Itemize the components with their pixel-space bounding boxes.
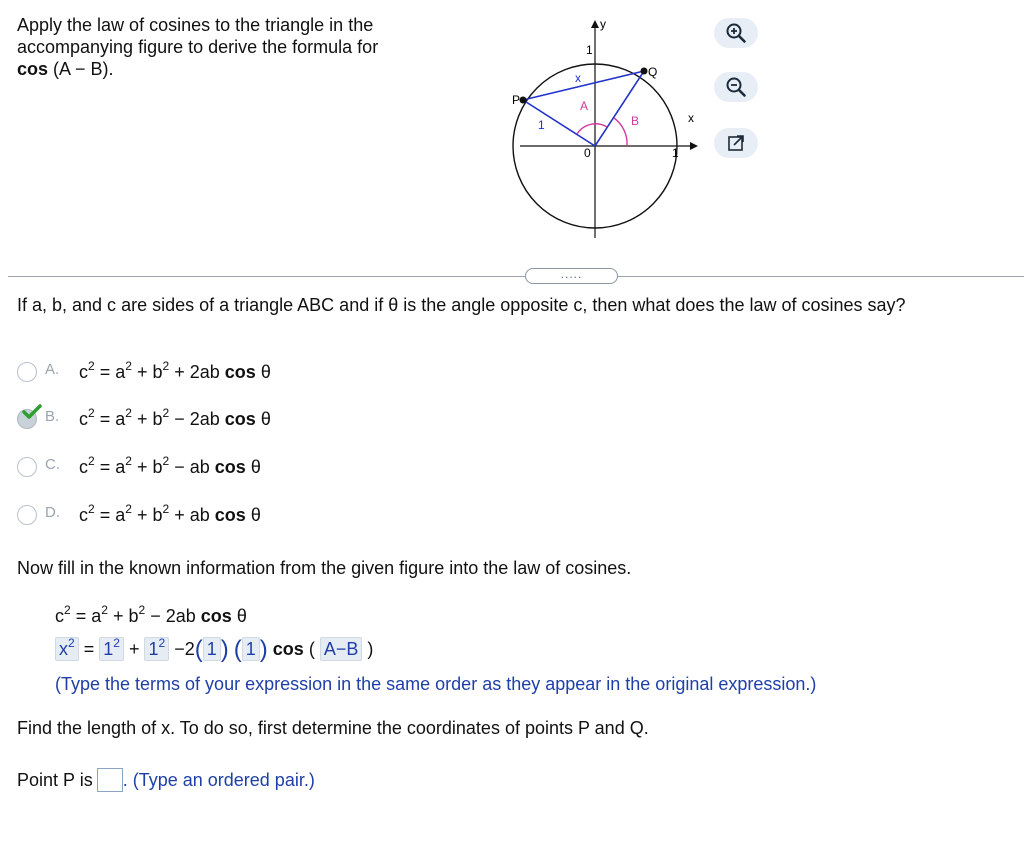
- section-divider: [8, 276, 1024, 277]
- point-p: [520, 97, 527, 104]
- choice-c[interactable]: [17, 452, 261, 482]
- point-q-label: Q: [648, 65, 658, 79]
- x-axis-arrow: [690, 142, 698, 150]
- chord-pq: [523, 71, 644, 100]
- problem-cos: cos: [17, 59, 49, 79]
- y-tick-label: 1: [586, 43, 593, 57]
- zoom-out-button[interactable]: [714, 72, 758, 102]
- figure-svg: [500, 16, 710, 241]
- problem-lead: Apply the law of cosines to the triangle in the accompanying figure to derive the formula for: [17, 15, 379, 57]
- radio-button[interactable]: [17, 457, 37, 477]
- angle-a-label: A: [580, 99, 589, 113]
- popout-icon: [726, 133, 746, 153]
- point-q: [641, 68, 648, 75]
- question-text: If a, b, and c are sides of a triangle ABC and if θ is the angle opposite c, then what does the law of cosines say?: [17, 295, 906, 315]
- point-p-label: P: [512, 93, 521, 107]
- radio-button[interactable]: [17, 362, 37, 382]
- answer-x-box[interactable]: $x^2$: [55, 637, 79, 661]
- origin-label: 0: [584, 146, 591, 160]
- zoom-in-button[interactable]: [714, 18, 758, 48]
- x-axis-label: x: [688, 111, 694, 125]
- angle-a-arc: [577, 124, 607, 134]
- choice-formula: $c^2 = a^2 + b^2 + 2ab$ cos θ: [79, 358, 271, 382]
- choice-letter: B.: [45, 407, 60, 425]
- problem-statement: [17, 14, 397, 80]
- radio-button[interactable]: [17, 505, 37, 525]
- unit-circle-figure: [500, 16, 710, 246]
- y-axis-label: y: [600, 17, 606, 31]
- answer-one-d-box[interactable]: 1: [242, 637, 260, 661]
- popout-button[interactable]: [714, 128, 758, 158]
- answer-one-c-box[interactable]: 1: [203, 637, 221, 661]
- expand-button[interactable]: .....: [525, 268, 618, 284]
- choice-formula: $c^2 = a^2 + b^2 - 2ab$ cos θ: [79, 405, 271, 429]
- answer-one-a-box[interactable]: $1^2$: [99, 637, 124, 661]
- radius-one-label: 1: [538, 118, 545, 132]
- point-p-input[interactable]: [97, 768, 123, 792]
- x-tick-label: 1: [672, 146, 679, 160]
- problem-tail: (A − B).: [48, 59, 114, 79]
- choice-formula: $c^2 = a^2 + b^2$ + ab cos θ: [79, 501, 261, 525]
- zoom-out-icon: [725, 76, 747, 98]
- radio-button[interactable]: [17, 409, 37, 429]
- answer-angle-box[interactable]: A−B: [320, 637, 363, 661]
- y-axis-arrow: [591, 20, 599, 28]
- filled-answer: $x^2 = 1^2 + 1^2 -2$( 1 ) ( 1 ) cos ( A−B ): [55, 636, 373, 664]
- choice-d[interactable]: [17, 500, 261, 530]
- choice-b[interactable]: [17, 404, 271, 434]
- angle-b-arc: [614, 118, 627, 146]
- zoom-in-icon: [725, 22, 747, 44]
- point-p-hint: . (Type an ordered pair.): [122, 770, 315, 790]
- point-p-prompt: Point P is . (Type an ordered pair.): [17, 770, 315, 790]
- answer-note: (Type the terms of your expression in the same order as they appear in the original expression.): [55, 674, 817, 694]
- choice-letter: C.: [45, 455, 60, 473]
- choice-formula: $c^2 = a^2 + b^2$ − ab cos θ: [79, 453, 261, 477]
- law-of-cosines-rule: $c^2 = a^2 + b^2 - 2ab$ cos θ: [55, 603, 247, 626]
- choice-a[interactable]: [17, 357, 271, 387]
- answer-one-b-box[interactable]: $1^2$: [144, 637, 169, 661]
- angle-b-label: B: [631, 114, 640, 128]
- choice-letter: A.: [45, 360, 60, 378]
- choice-letter: D.: [45, 503, 60, 521]
- check-icon: [22, 404, 42, 420]
- side-x-label: x: [575, 71, 581, 85]
- find-length-text: Find the length of x. To do so, first determine the coordinates of points P and Q.: [17, 718, 649, 738]
- radius-oq: [595, 71, 644, 146]
- fill-in-instruction: Now fill in the known information from the given figure into the law of cosines.: [17, 558, 632, 578]
